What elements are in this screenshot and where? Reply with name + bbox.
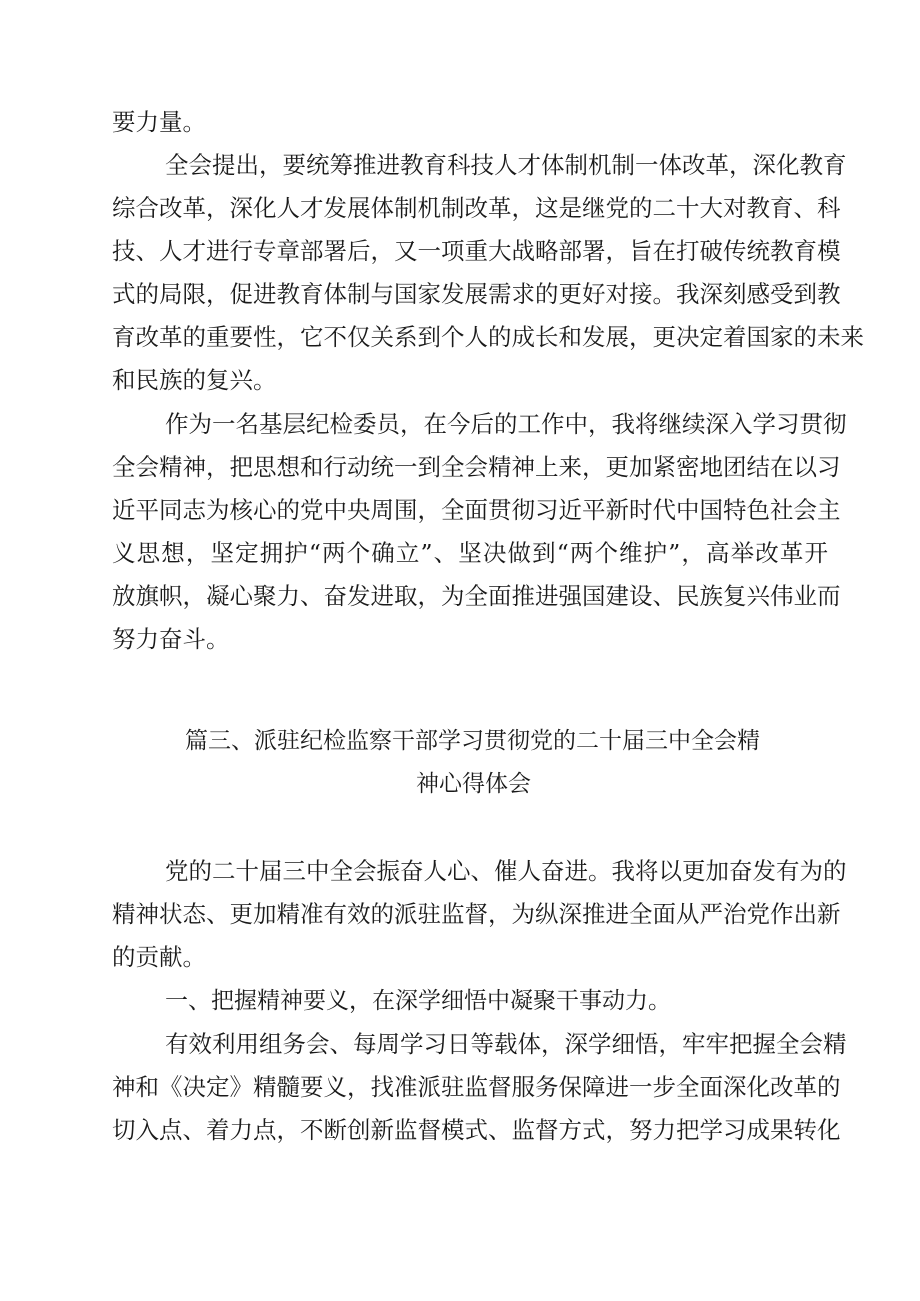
- para2-line-1: 作为一名基层纪检委员，在今后的工作中，我将继续深入学习贯彻: [165, 410, 847, 438]
- para2-line-2: 全会精神，把思想和行动统一到全会精神上来，更加紧密地团结在以习: [112, 453, 841, 481]
- section-title-line-1: 篇三、派驻纪检监察干部学习贯彻党的二十届三中全会精: [185, 728, 760, 754]
- para4-line-1: 有效利用组务会、每周学习日等载体，深学细悟，牢牢把握全会精: [165, 1030, 847, 1058]
- para1-line-4: 式的局限，促进教育体制与国家发展需求的更好对接。我深刻感受到教: [112, 280, 841, 308]
- subheading-1: 一、把握精神要义，在深学细悟中凝聚干事动力。: [165, 988, 671, 1014]
- section-title-line-2: 神心得体会: [416, 771, 531, 797]
- para4-line-2: 神和《决定》精髓要义，找准派驻监督服务保障进一步全面深化改革的: [112, 1073, 841, 1101]
- para3-line-3: 的贡献。: [112, 943, 206, 971]
- para1-line-5: 育改革的重要性，它不仅关系到个人的成长和发展，更决定着国家的未来: [112, 323, 864, 351]
- para1-line-1: 全会提出，要统筹推进教育科技人才体制机制一体改革，深化教育: [165, 151, 847, 179]
- para1-line-3: 技、人才进行专章部署后，又一项重大战略部署，旨在打破传统教育模: [112, 237, 841, 265]
- paragraph-tail: 要力量。: [112, 108, 206, 136]
- para3-line-1: 党的二十届三中全会振奋人心、催人奋进。我将以更加奋发有为的: [165, 857, 847, 885]
- para3-line-2: 精神状态、更加精准有效的派驻监督，为纵深推进全面从严治党作出新: [112, 900, 841, 928]
- para1-line-2: 综合改革，深化人才发展体制机制改革，这是继党的二十大对教育、科: [112, 194, 841, 222]
- para2-line-4: 义思想，坚定拥护“两个确立”、坚决做到“两个维护”，高举改革开: [112, 539, 828, 567]
- para4-line-3: 切入点、着力点，不断创新监督模式、监督方式，努力把学习成果转化: [112, 1116, 841, 1144]
- para2-line-3: 近平同志为核心的党中央周围，全面贯彻习近平新时代中国特色社会主: [112, 496, 841, 524]
- para2-line-5: 放旗帜，凝心聚力、奋发进取，为全面推进强国建设、民族复兴伟业而: [112, 582, 841, 610]
- para1-line-6: 和民族的复兴。: [112, 366, 277, 394]
- para2-line-6: 努力奋斗。: [112, 625, 230, 653]
